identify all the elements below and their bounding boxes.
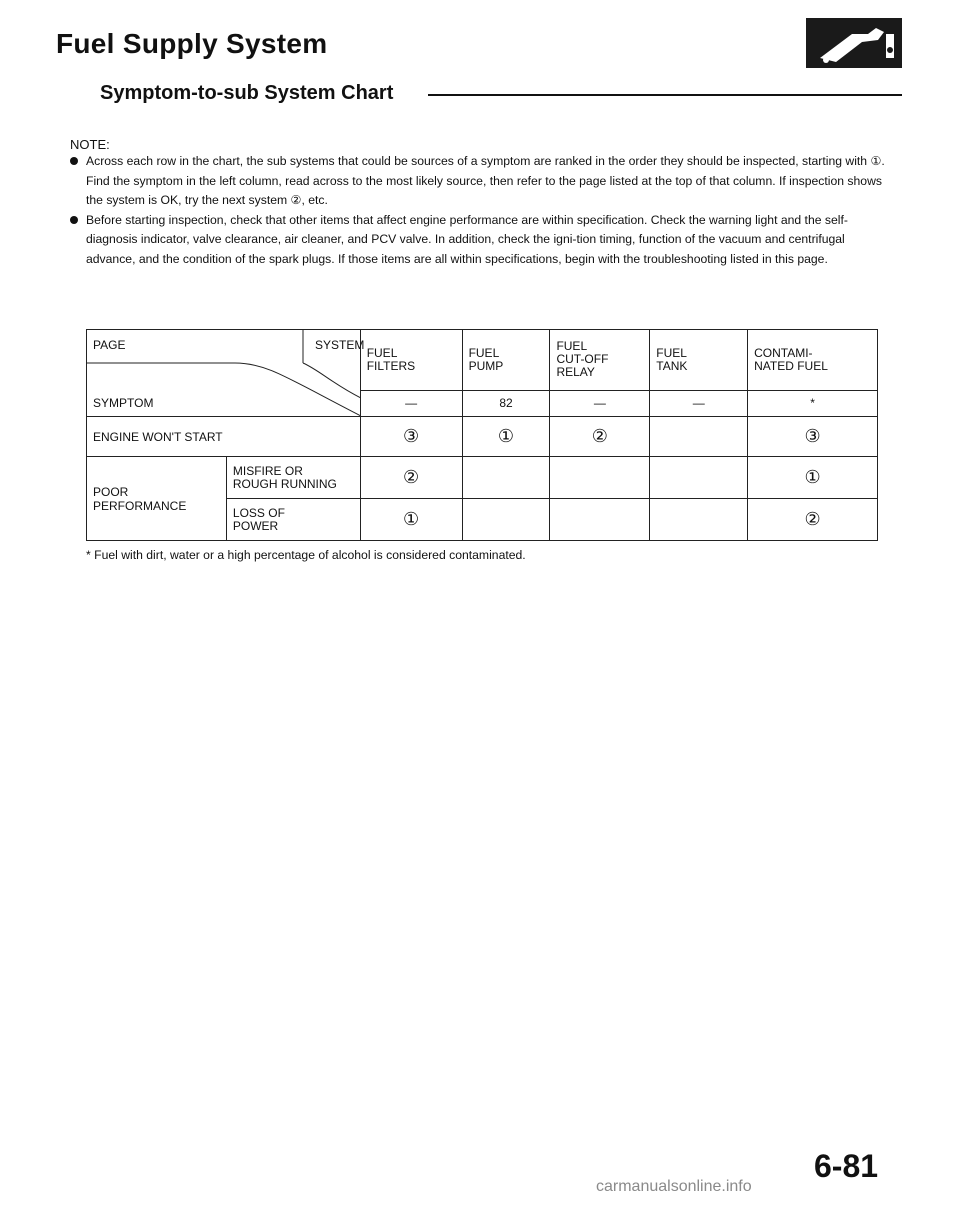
system-page-ref: * bbox=[748, 390, 878, 416]
rank-mark: ① bbox=[360, 499, 462, 541]
system-header: FUEL CUT-OFF RELAY bbox=[550, 330, 650, 391]
fuel-nozzle-icon bbox=[806, 18, 902, 68]
symptom-label: ENGINE WON'T START bbox=[87, 417, 361, 457]
rank-mark bbox=[462, 499, 550, 541]
corner-page-label: PAGE bbox=[93, 338, 126, 352]
watermark: carmanualsonline.info bbox=[596, 1178, 752, 1195]
footnote: * Fuel with dirt, water or a high percentage of alcohol is considered contaminated. bbox=[86, 548, 526, 562]
page-title: Fuel Supply System bbox=[56, 28, 328, 59]
table-corner-header bbox=[87, 330, 365, 417]
system-page-ref: — bbox=[360, 390, 462, 416]
symptom-label: MISFIRE OR ROUGH RUNNING bbox=[226, 457, 360, 499]
rank-mark bbox=[650, 457, 748, 499]
note-item: Across each row in the chart, the sub systems that could be sources of a symptom are ranked in the order they should be inspected, starting with ①. Find the symptom in the left column, read across to the most likely source, then refer to the page listed at the top of that column. If inspection shows the system is OK, try the next system ②, etc. bbox=[70, 152, 888, 211]
rank-mark: ③ bbox=[360, 417, 462, 457]
table-row bbox=[87, 457, 878, 499]
rank-mark bbox=[550, 457, 650, 499]
system-page-ref: 82 bbox=[462, 390, 550, 416]
note-heading: NOTE: bbox=[70, 137, 110, 152]
note-item: Before starting inspection, check that other items that affect engine performance are within specification. Check the warning light and the self-diagnosis indicator, valve clearance, air cleaner, and PCV valve. In addition, check the igni-tion timing, function of the vacuum and centrifugal advance, and the condition of the spark plugs. If those items are all within specifications, begin with the troubleshooting listed in this page. bbox=[70, 211, 888, 270]
symptom-group-label: POOR PERFORMANCE bbox=[87, 457, 227, 541]
rank-mark: ② bbox=[550, 417, 650, 457]
subtitle-rule bbox=[428, 94, 902, 96]
rank-mark bbox=[550, 499, 650, 541]
symptom-chart-table bbox=[86, 329, 878, 541]
system-page-ref: — bbox=[650, 390, 748, 416]
note-list bbox=[70, 152, 888, 269]
corner-symptom-label: SYMPTOM bbox=[93, 396, 154, 410]
corner-system-label: SYSTEM bbox=[315, 338, 365, 352]
symptom-label: LOSS OF POWER bbox=[226, 499, 360, 541]
rank-mark: ① bbox=[462, 417, 550, 457]
rank-mark: ② bbox=[748, 499, 878, 541]
table-row bbox=[87, 417, 878, 457]
rank-mark: ② bbox=[360, 457, 462, 499]
rank-mark bbox=[650, 417, 748, 457]
rank-mark: ① bbox=[748, 457, 878, 499]
page-number: 6-81 bbox=[814, 1148, 879, 1184]
page-subtitle: Symptom-to-sub System Chart bbox=[100, 82, 394, 104]
system-header: FUEL PUMP bbox=[462, 330, 550, 391]
rank-mark: ③ bbox=[748, 417, 878, 457]
system-header: FUEL TANK bbox=[650, 330, 748, 391]
system-page-ref: — bbox=[550, 390, 650, 416]
rank-mark bbox=[462, 457, 550, 499]
system-header: FUEL FILTERS bbox=[360, 330, 462, 391]
system-header: CONTAMI- NATED FUEL bbox=[748, 330, 878, 391]
rank-mark bbox=[650, 499, 748, 541]
